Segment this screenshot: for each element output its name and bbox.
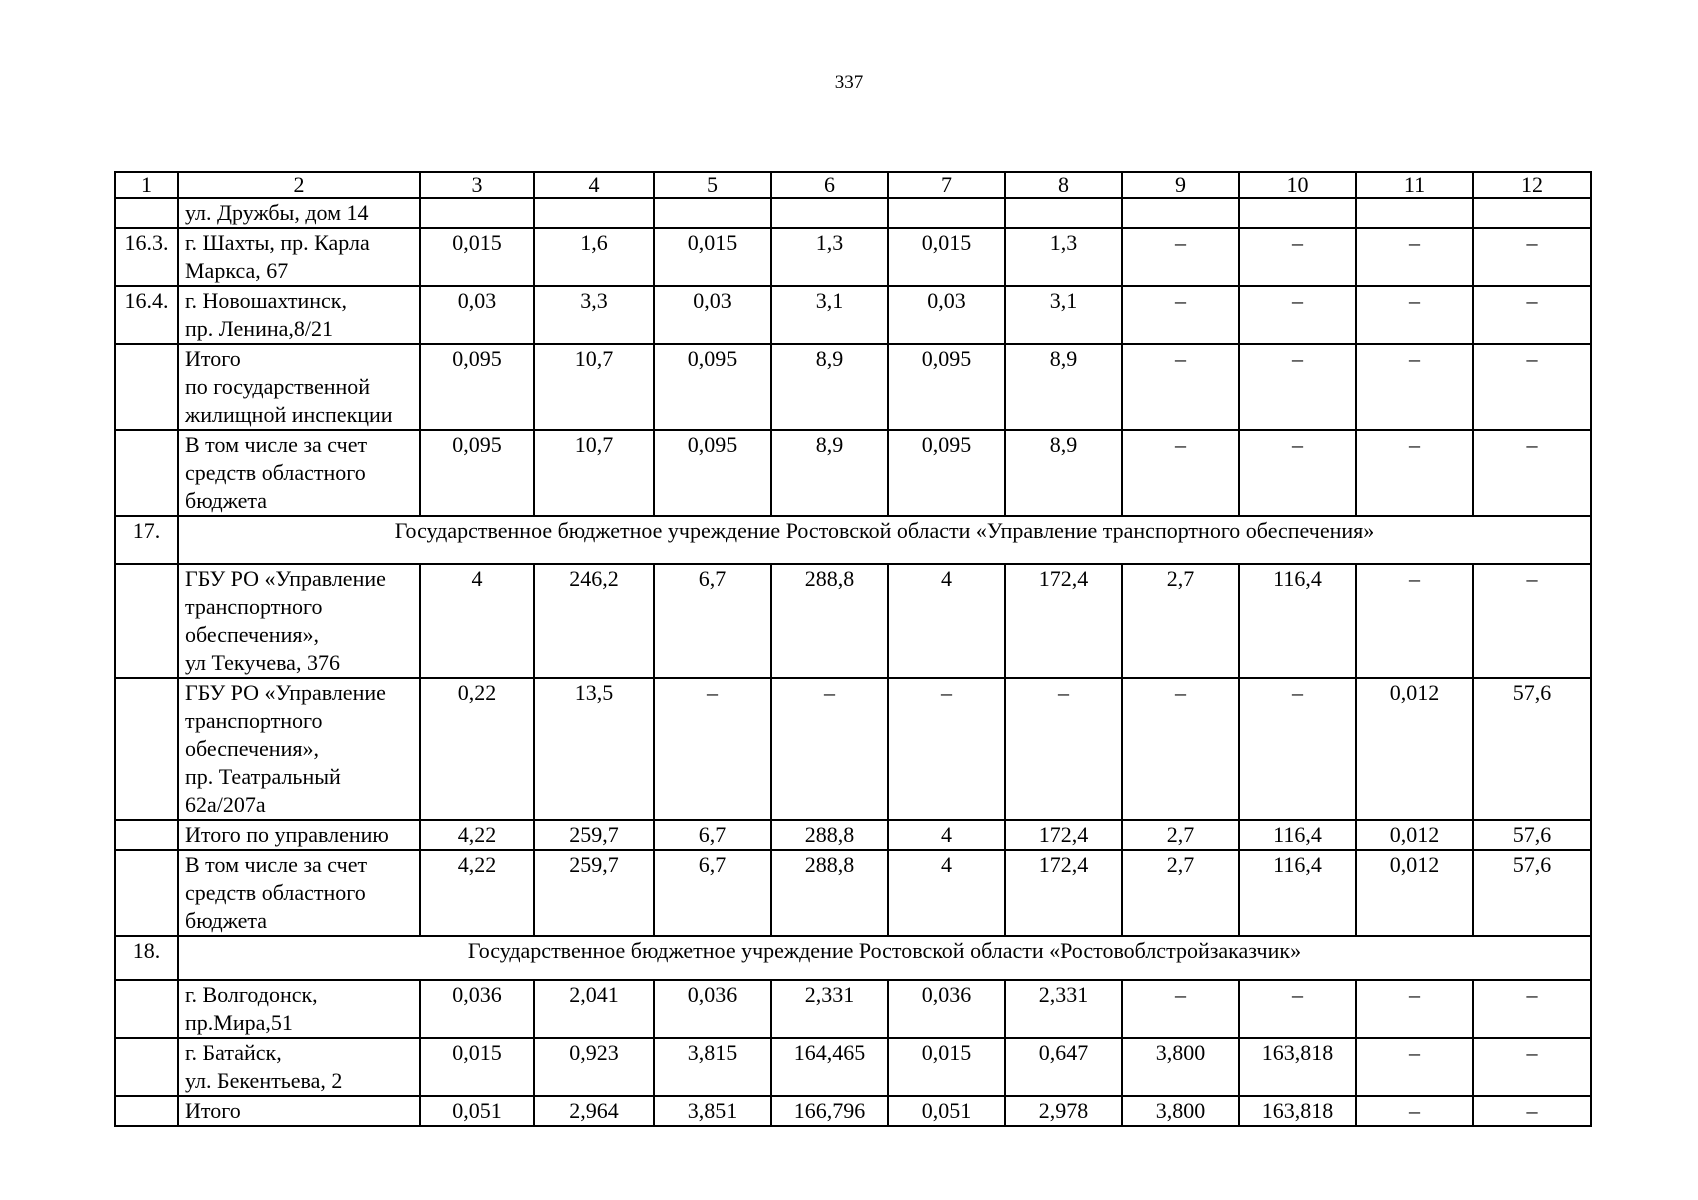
column-number-3: 3: [420, 172, 534, 198]
value-cell-col-3: 4,22: [420, 850, 534, 936]
section-header-row: [115, 516, 1591, 564]
value-cell-col-10: 163,818: [1239, 1038, 1356, 1096]
value-cell-col-8: 172,4: [1005, 820, 1122, 850]
value-cell-col-10: –: [1239, 286, 1356, 344]
value-cell-col-4: 13,5: [534, 678, 654, 820]
column-number-5: 5: [654, 172, 771, 198]
row-number: 17.: [115, 516, 178, 564]
value-cell-col-10: 116,4: [1239, 564, 1356, 678]
table-row: [115, 1096, 1591, 1126]
table-row: [115, 198, 1591, 228]
row-name-line: транспортного: [185, 594, 323, 619]
column-number-11: 11: [1356, 172, 1473, 198]
value-cell-col-5: 0,03: [654, 286, 771, 344]
table-row: [115, 344, 1591, 430]
value-cell-col-6: –: [771, 678, 888, 820]
value-cell-col-7: 4: [888, 820, 1005, 850]
value-cell-col-5: [654, 198, 771, 228]
row-number: [115, 980, 178, 1038]
table-row: [115, 430, 1591, 516]
column-number-6: 6: [771, 172, 888, 198]
row-name-line: 62а/207а: [185, 792, 266, 817]
value-cell-col-8: 3,1: [1005, 286, 1122, 344]
row-number: [115, 564, 178, 678]
column-number-7: 7: [888, 172, 1005, 198]
column-number-1: 1: [115, 172, 178, 198]
value-cell-col-11: –: [1356, 1038, 1473, 1096]
value-cell-col-8: 172,4: [1005, 564, 1122, 678]
row-name-line: г. Шахты, пр. Карла: [185, 230, 370, 255]
value-cell-col-11: 0,012: [1356, 820, 1473, 850]
value-cell-col-5: 3,851: [654, 1096, 771, 1126]
value-cell-col-3: 0,051: [420, 1096, 534, 1126]
row-name-cell: [178, 678, 420, 820]
data-table: [114, 171, 1592, 1127]
page-number: 337: [834, 72, 864, 93]
row-name-line: жилищной инспекции: [185, 402, 393, 427]
table-row: [115, 678, 1591, 820]
value-cell-col-9: 3,800: [1122, 1038, 1239, 1096]
value-cell-col-8: 0,647: [1005, 1038, 1122, 1096]
value-cell-col-3: 0,015: [420, 1038, 534, 1096]
row-name-line: В том числе за счет: [185, 852, 368, 877]
row-number: [115, 430, 178, 516]
value-cell-col-10: 116,4: [1239, 820, 1356, 850]
value-cell-col-9: 3,800: [1122, 1096, 1239, 1126]
value-cell-col-11: 0,012: [1356, 850, 1473, 936]
row-name-line: бюджета: [185, 488, 268, 513]
value-cell-col-5: 6,7: [654, 850, 771, 936]
table-row: [115, 850, 1591, 936]
value-cell-col-9: –: [1122, 286, 1239, 344]
row-name-line: по государственной: [185, 374, 371, 399]
row-number: 16.4.: [115, 286, 178, 344]
row-name-line: средств областного: [185, 460, 366, 485]
column-number-12: 12: [1473, 172, 1591, 198]
value-cell-col-3: 0,036: [420, 980, 534, 1038]
value-cell-col-11: [1356, 198, 1473, 228]
value-cell-col-6: 1,3: [771, 228, 888, 286]
value-cell-col-3: 4: [420, 564, 534, 678]
value-cell-col-8: 2,978: [1005, 1096, 1122, 1126]
value-cell-col-6: 8,9: [771, 344, 888, 430]
value-cell-col-4: 10,7: [534, 344, 654, 430]
table-row: [115, 286, 1591, 344]
row-name-line: Итого по управлению: [185, 822, 389, 847]
value-cell-col-3: [420, 198, 534, 228]
row-name-line: г. Батайск,: [185, 1040, 282, 1065]
value-cell-col-8: 172,4: [1005, 850, 1122, 936]
value-cell-col-3: 0,095: [420, 430, 534, 516]
value-cell-col-4: 259,7: [534, 850, 654, 936]
value-cell-col-6: [771, 198, 888, 228]
row-number: [115, 678, 178, 820]
column-number-10: 10: [1239, 172, 1356, 198]
column-number-2: 2: [178, 172, 420, 198]
value-cell-col-5: –: [654, 678, 771, 820]
value-cell-col-5: 3,815: [654, 1038, 771, 1096]
table-row: [115, 1038, 1591, 1096]
value-cell-col-8: –: [1005, 678, 1122, 820]
column-number-header-row: [115, 172, 1591, 198]
row-number: [115, 850, 178, 936]
row-name-cell: [178, 1038, 420, 1096]
row-name-line: пр. Театральный: [185, 764, 341, 789]
value-cell-col-6: 288,8: [771, 850, 888, 936]
value-cell-col-3: 4,22: [420, 820, 534, 850]
value-cell-col-5: 6,7: [654, 820, 771, 850]
row-name-cell: [178, 1096, 420, 1126]
value-cell-col-10: –: [1239, 678, 1356, 820]
value-cell-col-11: 0,012: [1356, 678, 1473, 820]
value-cell-col-12: –: [1473, 1096, 1591, 1126]
value-cell-col-5: 0,095: [654, 430, 771, 516]
value-cell-col-7: 4: [888, 850, 1005, 936]
row-name-line: ул. Бекентьева, 2: [185, 1068, 343, 1093]
row-name-cell: [178, 564, 420, 678]
value-cell-col-10: –: [1239, 344, 1356, 430]
row-number: [115, 198, 178, 228]
value-cell-col-10: –: [1239, 228, 1356, 286]
value-cell-col-4: 2,041: [534, 980, 654, 1038]
value-cell-col-5: 0,036: [654, 980, 771, 1038]
value-cell-col-8: [1005, 198, 1122, 228]
value-cell-col-4: 2,964: [534, 1096, 654, 1126]
row-name-line: ул Текучева, 376: [185, 650, 340, 675]
value-cell-col-5: 0,095: [654, 344, 771, 430]
value-cell-col-3: 0,015: [420, 228, 534, 286]
value-cell-col-6: 288,8: [771, 564, 888, 678]
value-cell-col-7: [888, 198, 1005, 228]
value-cell-col-9: –: [1122, 344, 1239, 430]
value-cell-col-9: –: [1122, 980, 1239, 1038]
column-number-4: 4: [534, 172, 654, 198]
value-cell-col-4: [534, 198, 654, 228]
row-number: [115, 820, 178, 850]
row-name-cell: [178, 286, 420, 344]
section-header-row: [115, 936, 1591, 980]
row-name-line: транспортного: [185, 708, 323, 733]
value-cell-col-8: 2,331: [1005, 980, 1122, 1038]
value-cell-col-6: 164,465: [771, 1038, 888, 1096]
value-cell-col-9: –: [1122, 430, 1239, 516]
row-name-cell: [178, 850, 420, 936]
value-cell-col-12: –: [1473, 980, 1591, 1038]
value-cell-col-11: –: [1356, 430, 1473, 516]
value-cell-col-4: 259,7: [534, 820, 654, 850]
value-cell-col-11: –: [1356, 286, 1473, 344]
value-cell-col-7: 0,015: [888, 1038, 1005, 1096]
row-name-cell: [178, 430, 420, 516]
value-cell-col-10: 163,818: [1239, 1096, 1356, 1126]
row-name-line: пр.Мира,51: [185, 1010, 293, 1035]
row-name-line: бюджета: [185, 908, 268, 933]
row-name-line: обеспечения»,: [185, 736, 319, 761]
value-cell-col-12: 57,6: [1473, 678, 1591, 820]
row-name-line: пр. Ленина,8/21: [185, 316, 334, 341]
section-title: Государственное бюджетное учреждение Ростовской области «Ростовоблстройзаказчик»: [178, 936, 1591, 980]
value-cell-col-6: 8,9: [771, 430, 888, 516]
table-row: [115, 228, 1591, 286]
row-name-cell: [178, 228, 420, 286]
value-cell-col-9: 2,7: [1122, 820, 1239, 850]
value-cell-col-4: 246,2: [534, 564, 654, 678]
value-cell-col-11: –: [1356, 564, 1473, 678]
value-cell-col-8: 8,9: [1005, 430, 1122, 516]
row-name-line: средств областного: [185, 880, 366, 905]
value-cell-col-12: –: [1473, 286, 1591, 344]
value-cell-col-10: 116,4: [1239, 850, 1356, 936]
value-cell-col-11: –: [1356, 1096, 1473, 1126]
value-cell-col-12: –: [1473, 228, 1591, 286]
value-cell-col-7: –: [888, 678, 1005, 820]
row-number: [115, 344, 178, 430]
row-name-line: Итого: [185, 1098, 241, 1123]
section-title: Государственное бюджетное учреждение Ростовской области «Управление транспортного обеспечения»: [178, 516, 1591, 564]
row-name-line: В том числе за счет: [185, 432, 368, 457]
value-cell-col-8: 1,3: [1005, 228, 1122, 286]
value-cell-col-6: 288,8: [771, 820, 888, 850]
value-cell-col-6: 3,1: [771, 286, 888, 344]
value-cell-col-5: 6,7: [654, 564, 771, 678]
row-name-cell: [178, 198, 420, 228]
value-cell-col-7: 0,015: [888, 228, 1005, 286]
value-cell-col-12: 57,6: [1473, 850, 1591, 936]
column-number-9: 9: [1122, 172, 1239, 198]
value-cell-col-7: 0,095: [888, 344, 1005, 430]
value-cell-col-7: 0,051: [888, 1096, 1005, 1126]
row-name-line: обеспечения»,: [185, 622, 319, 647]
value-cell-col-3: 0,095: [420, 344, 534, 430]
value-cell-col-7: 0,03: [888, 286, 1005, 344]
value-cell-col-9: –: [1122, 678, 1239, 820]
column-number-8: 8: [1005, 172, 1122, 198]
value-cell-col-7: 0,095: [888, 430, 1005, 516]
value-cell-col-11: –: [1356, 228, 1473, 286]
value-cell-col-10: –: [1239, 430, 1356, 516]
row-name-line: г. Новошахтинск,: [185, 288, 347, 313]
row-name-line: ул. Дружбы, дом 14: [185, 200, 369, 225]
value-cell-col-11: –: [1356, 980, 1473, 1038]
value-cell-col-7: 0,036: [888, 980, 1005, 1038]
row-name-line: г. Волгодонск,: [185, 982, 318, 1007]
row-name-cell: [178, 344, 420, 430]
table-row: [115, 564, 1591, 678]
value-cell-col-5: 0,015: [654, 228, 771, 286]
row-name-cell: [178, 820, 420, 850]
table-row: [115, 820, 1591, 850]
value-cell-col-3: 0,22: [420, 678, 534, 820]
value-cell-col-6: 166,796: [771, 1096, 888, 1126]
table-row: [115, 980, 1591, 1038]
row-name-line: ГБУ РО «Управление: [185, 680, 386, 705]
value-cell-col-12: –: [1473, 430, 1591, 516]
value-cell-col-10: –: [1239, 980, 1356, 1038]
row-number: 18.: [115, 936, 178, 980]
value-cell-col-4: 10,7: [534, 430, 654, 516]
value-cell-col-3: 0,03: [420, 286, 534, 344]
value-cell-col-9: [1122, 198, 1239, 228]
value-cell-col-12: –: [1473, 564, 1591, 678]
value-cell-col-8: 8,9: [1005, 344, 1122, 430]
row-name-cell: [178, 980, 420, 1038]
value-cell-col-9: 2,7: [1122, 564, 1239, 678]
value-cell-col-11: –: [1356, 344, 1473, 430]
value-cell-col-12: 57,6: [1473, 820, 1591, 850]
value-cell-col-4: 0,923: [534, 1038, 654, 1096]
value-cell-col-4: 1,6: [534, 228, 654, 286]
row-number: 16.3.: [115, 228, 178, 286]
value-cell-col-9: 2,7: [1122, 850, 1239, 936]
value-cell-col-7: 4: [888, 564, 1005, 678]
value-cell-col-6: 2,331: [771, 980, 888, 1038]
value-cell-col-10: [1239, 198, 1356, 228]
row-name-line: ГБУ РО «Управление: [185, 566, 386, 591]
value-cell-col-12: –: [1473, 1038, 1591, 1096]
row-number: [115, 1038, 178, 1096]
value-cell-col-9: –: [1122, 228, 1239, 286]
value-cell-col-12: –: [1473, 344, 1591, 430]
value-cell-col-12: [1473, 198, 1591, 228]
value-cell-col-4: 3,3: [534, 286, 654, 344]
row-number: [115, 1096, 178, 1126]
row-name-line: Маркса, 67: [185, 258, 289, 283]
row-name-line: Итого: [185, 346, 241, 371]
